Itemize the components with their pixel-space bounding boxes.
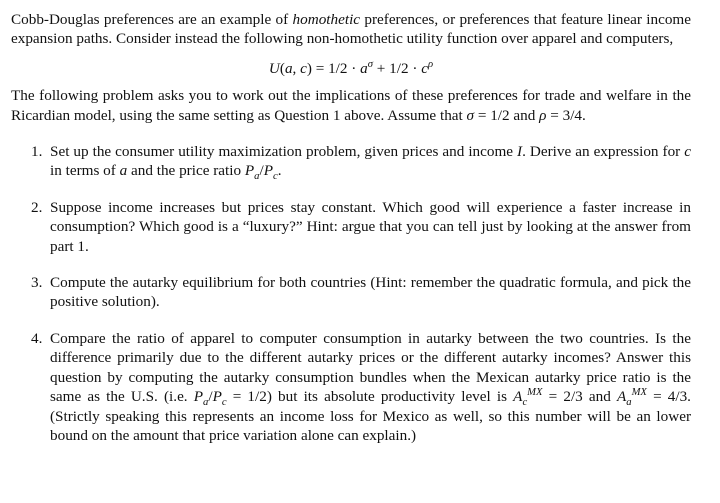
problem-document — [11, 0, 691, 462]
question-item-2 — [11, 198, 691, 256]
intro-paragraph — [11, 0, 691, 49]
intro-text-end: preferences, or preferences that feature linear income expansion paths. Consider instead the following non-homothetic utility function over apparel and computers, — [11, 11, 691, 48]
utility-function-formula: U(a, $c) = 1/2 \cdot a^\sigma + 1/2 \cdot c^\rho$ — [268, 58, 434, 77]
question-number-3: 3. — [31, 274, 43, 292]
question-text-3: Compute the autarky equilibrium for both countries (Hint: remember the quadratic formula, and pick the positive solution). — [50, 274, 691, 311]
intro-text-start: Cobb-Douglas preferences are an example of — [11, 11, 293, 28]
question-item-3 — [11, 273, 691, 312]
setup-paragraph: The following problem asks you to work out the implications of these preferences for trade and welfare in the Ricardian model, using the same setting as Question 1 above. Assume that σ = 1/2 and ρ = 3/4. — [11, 87, 691, 124]
question-number-2: 2. — [31, 198, 43, 216]
question-number-1: 1. — [31, 143, 43, 161]
question-number-4: 4. — [31, 329, 43, 347]
homothetic-emphasis: homothetic — [292, 11, 361, 28]
question-text-2: Suppose income increases but prices stay constant. Which good will experience a faster increase in consumption? Which good is a “luxury?” Hint: argue that you can tell just by looking at the answer from part 1. — [50, 198, 691, 255]
question-item-4: 4. Compare the ratio of apparel to computer consumption in autarky between the two countries. Is the difference primarily due to the different autarky prices or the different autarky incomes? Answer this question by computing the autarky consumption bundles when the Mexican autarky price ratio is the same as the U.S. (i.e. $P_a/P_c = 1/2$) but its absolute productivity level is $A_c^{MX} = 2/3$ and $A_a^{MX} = 4/3$. (Strictly speaking this represents an income loss for Mexico as well, so this number will be an lower bound on the amount that price variation alone can explain.) — [31, 329, 691, 444]
question-item-1: 1. Set up the consumer utility maximization problem, given prices and income I. Derive an expression for c in terms of a and the price ratio $P_a/P_c$. — [31, 143, 691, 183]
question-list — [11, 142, 691, 445]
